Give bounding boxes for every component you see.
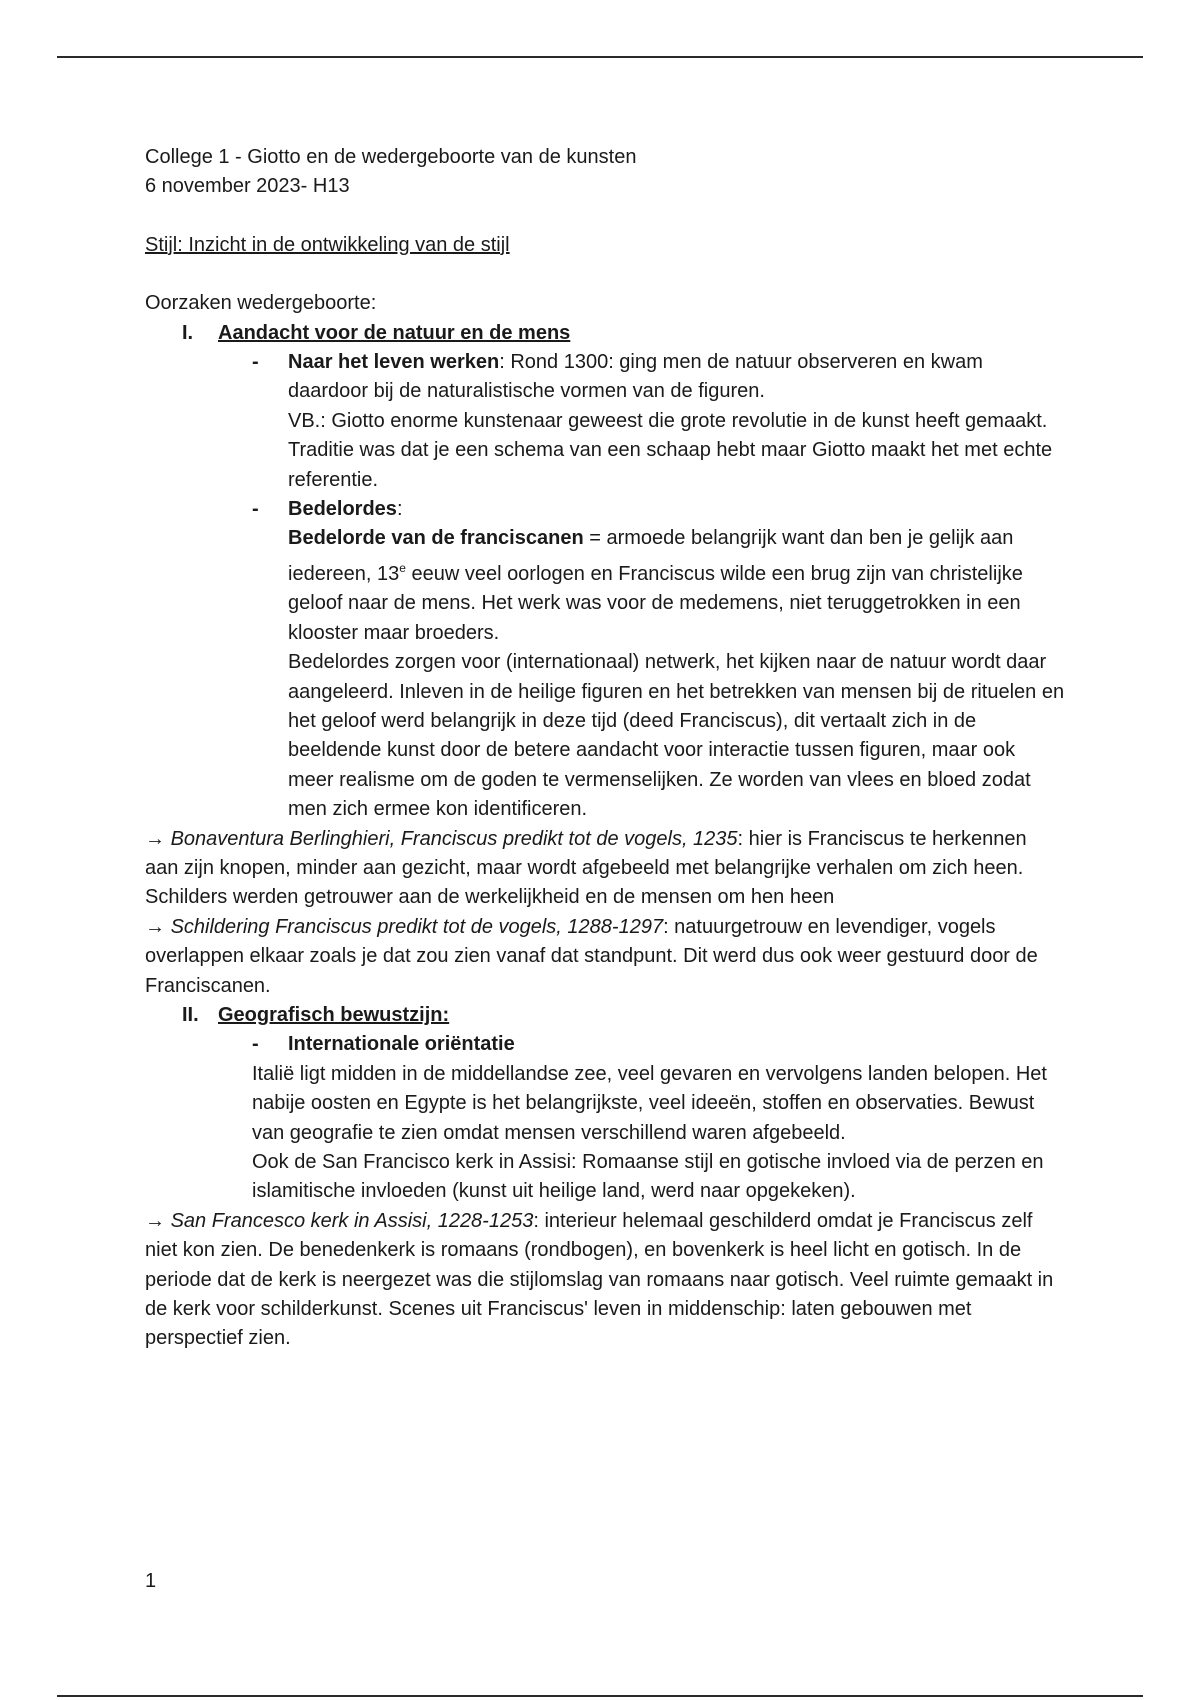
artwork-reference: Schildering Franciscus predikt tot de vogels, 1288-1297 — [170, 915, 664, 938]
section-1-heading — [145, 319, 1065, 348]
bullet-bedelordes — [145, 495, 1065, 824]
bedelordes-paragraph: Bedelordes zorgen voor (internationaal) netwerk, het kijken naar de natuur wordt daar aangeleerd. Inleven in de heilige figuren en het betrekken van mensen bij de rituelen en het geloof werd belangrijk in deze tijd (deed Franciscus), dit vertaalt zich in de beeldende kunst door de betere aandacht voor interactie tussen figuren, maar ook meer realisme om de goden te vermenselijken. Ze worden van vlees en bloed zodat men zich ermee kon identificeren. — [288, 651, 1065, 821]
section-2-heading — [145, 1001, 1065, 1030]
san-francisco-paragraph: Ook de San Francisco kerk in Assisi: Romaanse stijl en gotische invloed via de perzen en islamitische invloeden (kunst uit heilige land, werd naar opgekeken). — [252, 1151, 1044, 1203]
footer-rule — [57, 1695, 1143, 1697]
bullet-term: Internationale oriëntatie — [288, 1033, 515, 1056]
order-superscript: e — [399, 560, 406, 575]
bullet-dash: - — [252, 1033, 259, 1056]
artwork-reference: Bonaventura Berlinghieri, Franciscus predikt tot de vogels, 1235 — [170, 827, 738, 850]
stijl-heading: Stijl: Inzicht in de ontwikkeling van de stijl — [145, 233, 510, 256]
document-date: 6 november 2023- H13 — [145, 175, 350, 198]
section-2-number: II. — [182, 1003, 199, 1026]
order-term: Bedelorde van de franciscanen — [288, 527, 584, 550]
header-rule — [57, 56, 1143, 58]
example-vb: VB.: Giotto enorme kunstenaar geweest die grote revolutie in de kunst heeft gemaakt. Traditie was dat je een schema van een schaap hebt maar Giotto maakt het met echte referentie. — [288, 409, 1053, 491]
order-text-1: = armoede belangrijk want dan ben je gelijk aan iedereen, 13 — [288, 527, 1014, 585]
section-1-title: Aandacht voor de natuur en de mens — [218, 321, 571, 344]
artwork-description: : natuurgetrouw en levendiger, vogels overlappen elkaar zoals je dat zou zien vanaf dat standpunt. Dit werd dus ook weer gestuurd door de Franciscanen. — [145, 915, 1038, 997]
bullet-dash: - — [252, 498, 259, 521]
artwork-description: : interieur helemaal geschilderd omdat je Franciscus zelf niet kon zien. De benedenkerk is romaans (rondbogen), en bovenkerk is heel licht en gotisch. In de periode dat de kerk is neergezet was die stijlomslag van romaans naar gotisch. Veel ruimte gemaakt in de kerk voor schilderkunst. Scenes uit Franciscus' leven in middenschip: laten gebouwen met perspectief zien. — [145, 1209, 1054, 1350]
bullet-dash: - — [252, 351, 259, 374]
bullet-naar-het-leven — [145, 348, 1065, 495]
arrow-icon: → — [145, 915, 171, 938]
example-schildering — [145, 913, 1065, 1001]
oorzaken-heading: Oorzaken wedergeboorte: — [145, 292, 377, 315]
example-berlinghieri — [145, 825, 1065, 884]
arrow-icon: → — [145, 1209, 171, 1232]
bullet-colon: : — [396, 498, 403, 521]
arrow-icon: → — [145, 827, 171, 850]
schilders-line: Schilders werden getrouwer aan de werkelijkheid en de mensen om hen heen — [145, 886, 835, 909]
page-number: 1 — [145, 1570, 157, 1592]
artwork-reference: San Francesco kerk in Assisi, 1228-1253 — [170, 1209, 534, 1232]
bullet-term: Bedelordes — [288, 498, 397, 521]
bullet-term: Naar het leven werken — [288, 351, 500, 374]
document-title: College 1 - Giotto en de wedergeboorte van de kunsten — [145, 146, 637, 168]
section-1-number: I. — [182, 321, 194, 344]
example-san-francesco — [145, 1207, 1065, 1354]
bullet-text: : Rond 1300: ging men de natuur observeren en kwam daardoor bij de naturalistische vormen van de figuren. — [288, 351, 983, 403]
section-2-title: Geografisch bewustzijn: — [218, 1003, 450, 1026]
document-body — [145, 143, 1065, 1354]
artwork-description: : hier is Franciscus te herkennen aan zijn knopen, minder aan gezicht, maar wordt afgebeeld met belangrijke verhalen om zich heen. — [145, 827, 1027, 879]
order-text-2: eeuw veel oorlogen en Franciscus wilde een brug zijn van christelijke geloof naar de mens. Het werk was voor de medemens, niet teruggetrokken in een klooster maar broeders. — [288, 562, 1023, 644]
italie-paragraph: Italië ligt midden in de middellandse zee, veel gevaren en vervolgens landen belopen. Het nabije oosten en Egypte is het belangrijkste, veel ideeën, stoffen en observaties. Bewust van geografie te zien omdat mensen verschillend waren afgebeeld. — [252, 1062, 1047, 1144]
bullet-internationale-orientatie — [145, 1030, 1065, 1059]
